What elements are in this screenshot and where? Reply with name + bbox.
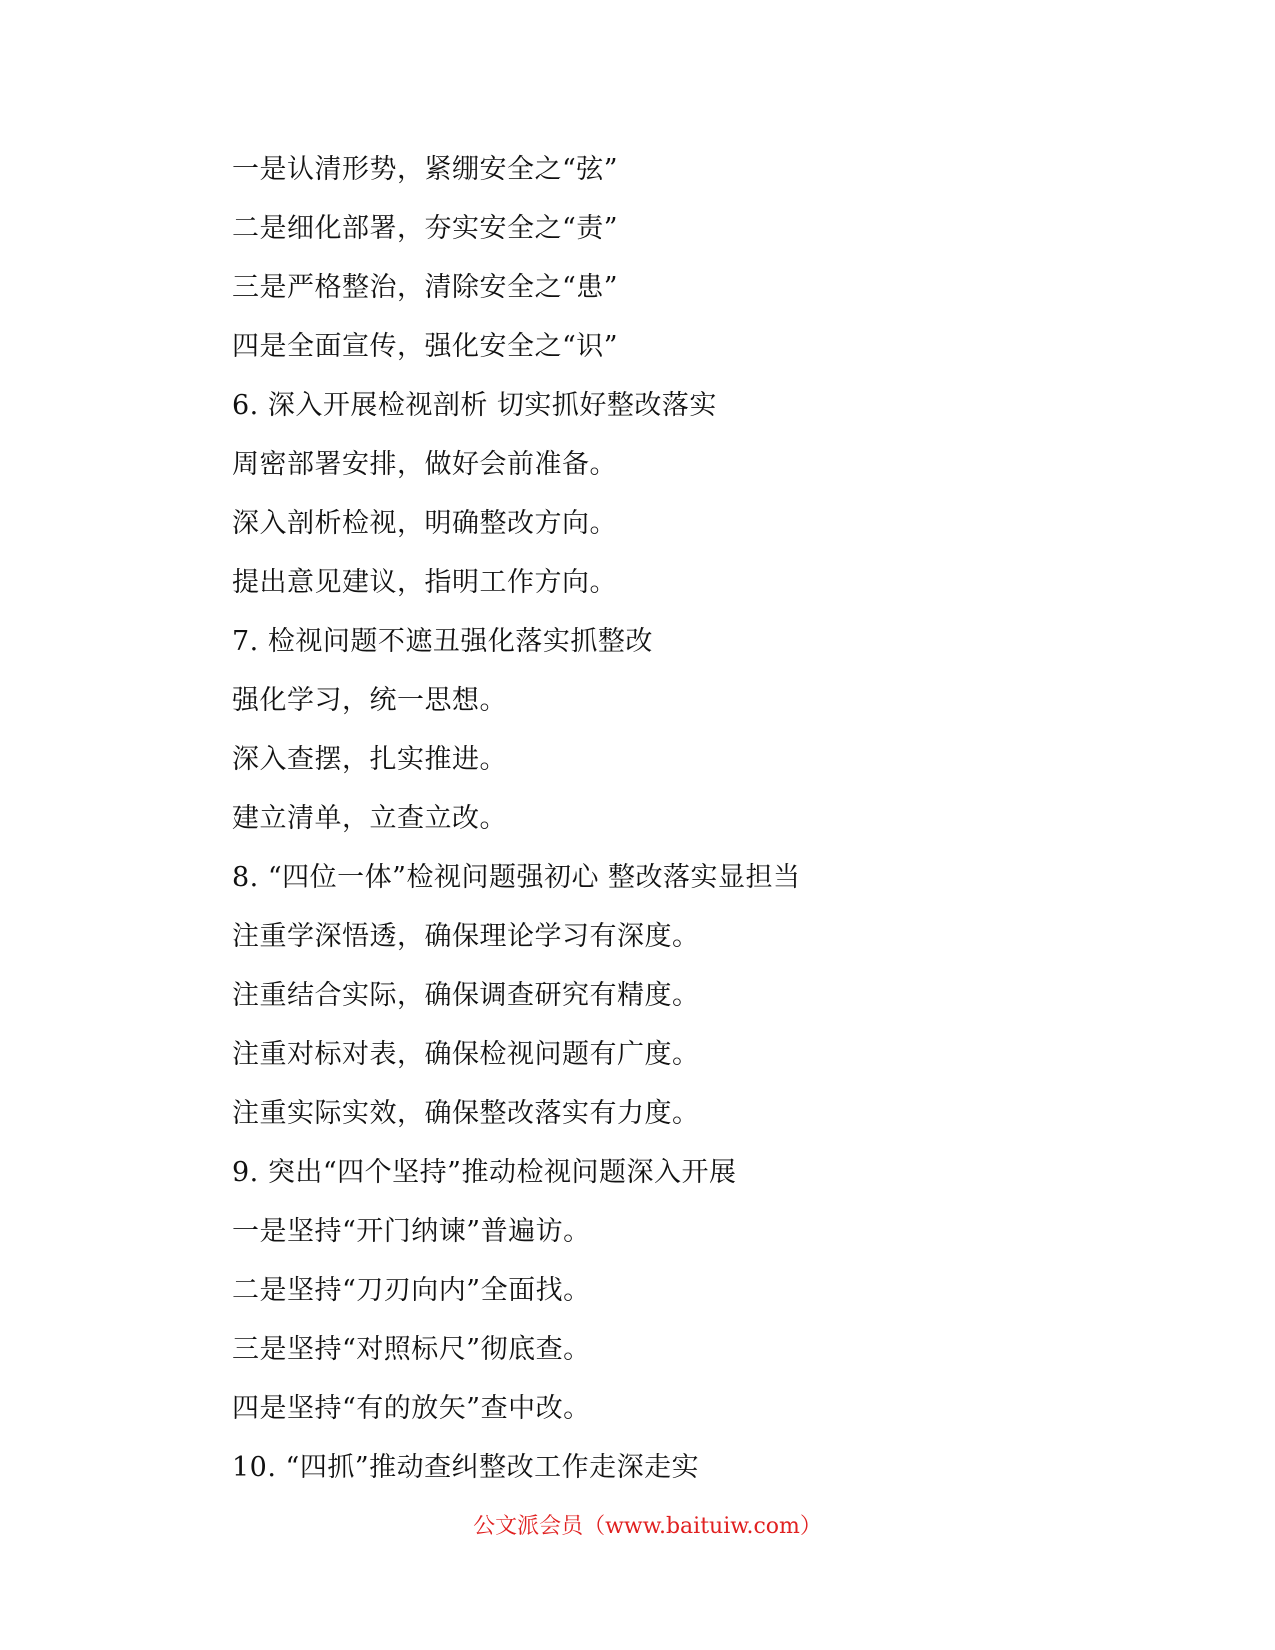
text-line: 深入查摆，扎实推进。 <box>232 744 507 775</box>
text-line: 强化学习，统一思想。 <box>232 685 507 716</box>
text-line: 二是细化部署，夯实安全之“责” <box>232 213 619 244</box>
text-line: 四是坚持“有的放矢”查中改。 <box>232 1393 591 1424</box>
text-line: 注重对标对表，确保检视问题有广度。 <box>232 1039 700 1070</box>
text-line: 二是坚持“刀刃向内”全面找。 <box>232 1275 591 1306</box>
section-heading: 10. “四抓”推动查纠整改工作走深走实 <box>232 1452 700 1483</box>
text-line: 一是坚持“开门纳谏”普遍访。 <box>232 1216 591 1247</box>
text-line: 提出意见建议，指明工作方向。 <box>232 567 617 598</box>
footer-watermark: 公文派会员（www.baituiw.com） <box>473 1514 822 1539</box>
text-line: 注重结合实际，确保调查研究有精度。 <box>232 980 700 1011</box>
section-heading: 6. 深入开展检视剖析 切实抓好整改落实 <box>232 390 717 421</box>
text-line: 建立清单，立查立改。 <box>232 803 507 834</box>
text-line: 四是全面宣传，强化安全之“识” <box>232 331 619 362</box>
section-heading: 9. 突出“四个坚持”推动检视问题深入开展 <box>232 1157 737 1188</box>
text-line: 三是坚持“对照标尺”彻底查。 <box>232 1334 591 1365</box>
section-heading: 7. 检视问题不遮丑强化落实抓整改 <box>232 626 653 657</box>
section-heading: 8. “四位一体”检视问题强初心 整改落实显担当 <box>232 862 801 893</box>
text-line: 三是严格整治，清除安全之“患” <box>232 272 619 303</box>
text-line: 一是认清形势，紧绷安全之“弦” <box>232 154 619 185</box>
text-line: 深入剖析检视，明确整改方向。 <box>232 508 617 539</box>
text-line: 注重实际实效，确保整改落实有力度。 <box>232 1098 700 1129</box>
text-line: 注重学深悟透，确保理论学习有深度。 <box>232 921 700 952</box>
text-line: 周密部署安排，做好会前准备。 <box>232 449 617 480</box>
document-body <box>232 140 1192 1497</box>
